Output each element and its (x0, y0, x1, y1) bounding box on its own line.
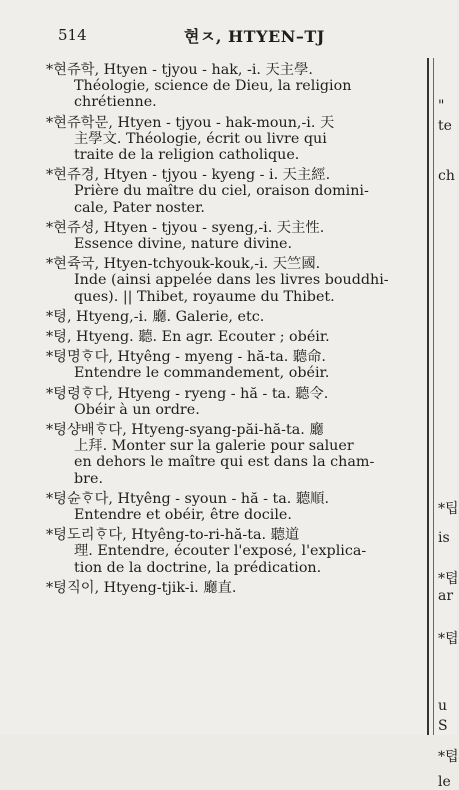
dictionary-entry (26, 220, 426, 252)
entry-definition-line: ques). || Thibet, royaume du Thibet. (74, 288, 335, 305)
entry-headword-line: *현쥭국, Htyen-tchyouk-kouk,-i. 天竺國. (46, 256, 321, 273)
margin-fragment: le (438, 774, 451, 790)
margin-fragment: *텹 (438, 631, 459, 647)
dictionary-entry (26, 349, 426, 381)
entry-headword-line: *텽, Htyeng,-i. 廳. Galerie, etc. (46, 308, 265, 325)
entry-definition-line: Entendre le commandement, obéir. (74, 365, 330, 382)
dictionary-entry (26, 422, 426, 487)
entry-headword-line: *텽, Htyeng. 聽. En agr. Ecouter ; obéir. (46, 329, 330, 346)
entry-definition-line: Prière du maître du ciel, oraison domini- (74, 183, 369, 200)
margin-fragment: *텹 (438, 571, 459, 587)
entry-definition-line: 主學文. Théologie, écrit ou livre qui (74, 130, 327, 147)
dictionary-entry (26, 580, 426, 596)
margin-fragment: *텹 (438, 749, 459, 765)
entry-headword-line: *현쥬학문, Htyen - tjyou - hak-moun,-i. 天 (46, 114, 335, 131)
dictionary-entry (26, 62, 426, 111)
entries-column (26, 62, 426, 735)
dictionary-entry (26, 386, 426, 418)
page-header (58, 24, 438, 48)
entry-headword-line: *현쥬경, Htyen - tjyou - kyeng - i. 天主經. (46, 167, 331, 184)
dictionary-entry (26, 115, 426, 164)
margin-fragment: *팁 (438, 501, 459, 517)
entry-headword-line: *현쥬셩, Htyen - tjyou - syeng,-i. 天主性. (46, 219, 325, 236)
dictionary-entry (26, 527, 426, 576)
entry-headword-line: *텽령ᄒᆞ다, Htyeng - ryeng - hă - ta. 聽令. (46, 385, 329, 402)
entry-definition-line: Essence divine, nature divine. (74, 236, 293, 253)
entry-definition-line: cale, Pater noster. (74, 199, 205, 216)
dictionary-entry (26, 309, 426, 325)
running-head: 현ㅈ, HTYEN–TJ (184, 27, 325, 46)
entry-headword-line: *텽직이, Htyeng-tjik-i. 廳直. (46, 579, 237, 596)
entry-definition-line: en dehors le maître qui est dans la cham- (74, 454, 375, 471)
entry-definition-line: chrétienne. (74, 94, 157, 111)
column-rule (427, 58, 429, 735)
margin-fragment: ar (438, 588, 454, 604)
entry-definition-line: 上拜. Monter sur la galerie pour saluer (74, 438, 354, 455)
dictionary-entry (26, 329, 426, 345)
margin-fragment: ch (438, 168, 455, 184)
entry-definition-line: Théologie, science de Dieu, la religion (74, 78, 352, 95)
entry-headword-line: *현쥬학, Htyen - tjyou - hak, -i. 天主學. (46, 62, 313, 78)
entry-definition-line: traite de la religion catholique. (74, 147, 300, 164)
margin-fragment: is (438, 530, 450, 546)
margin-fragment: " (438, 98, 445, 114)
dictionary-entry (26, 256, 426, 305)
margin-fragment: S (438, 718, 448, 734)
dictionary-entry (26, 167, 426, 216)
adjacent-column-fragments (436, 58, 459, 790)
margin-fragment: u (438, 698, 448, 714)
entry-definition-line: tion de la doctrine, la prédication. (74, 559, 322, 576)
entry-definition-line: bre. (74, 470, 103, 487)
page-number: 514 (58, 26, 87, 44)
entry-headword-line: *텽명ᄒᆞ다, Htyêng - myeng - hă-ta. 聽命. (46, 349, 326, 366)
entry-headword-line: *텽도리ᄒᆞ다, Htyêng-to-ri-hă-ta. 聽道 (46, 527, 300, 544)
entry-definition-line: Obéir à un ordre. (74, 401, 200, 418)
entry-definition-line: Inde (ainsi appelée dans les livres bouddhi- (74, 272, 389, 289)
entry-headword-line: *텽샹배ᄒᆞ다, Htyeng-syang-păi-hă-ta. 廳 (46, 422, 324, 439)
column-rule-inner (433, 58, 434, 735)
margin-fragment: te (438, 118, 452, 134)
dictionary-entry (26, 491, 426, 523)
entry-headword-line: *텽슌ᄒᆞ다, Htyêng - syoun - hă - ta. 聽順. (46, 490, 330, 507)
entry-definition-line: Entendre et obéir, être docile. (74, 507, 292, 524)
entry-definition-line: 理. Entendre, écouter l'exposé, l'explica- (74, 543, 367, 560)
